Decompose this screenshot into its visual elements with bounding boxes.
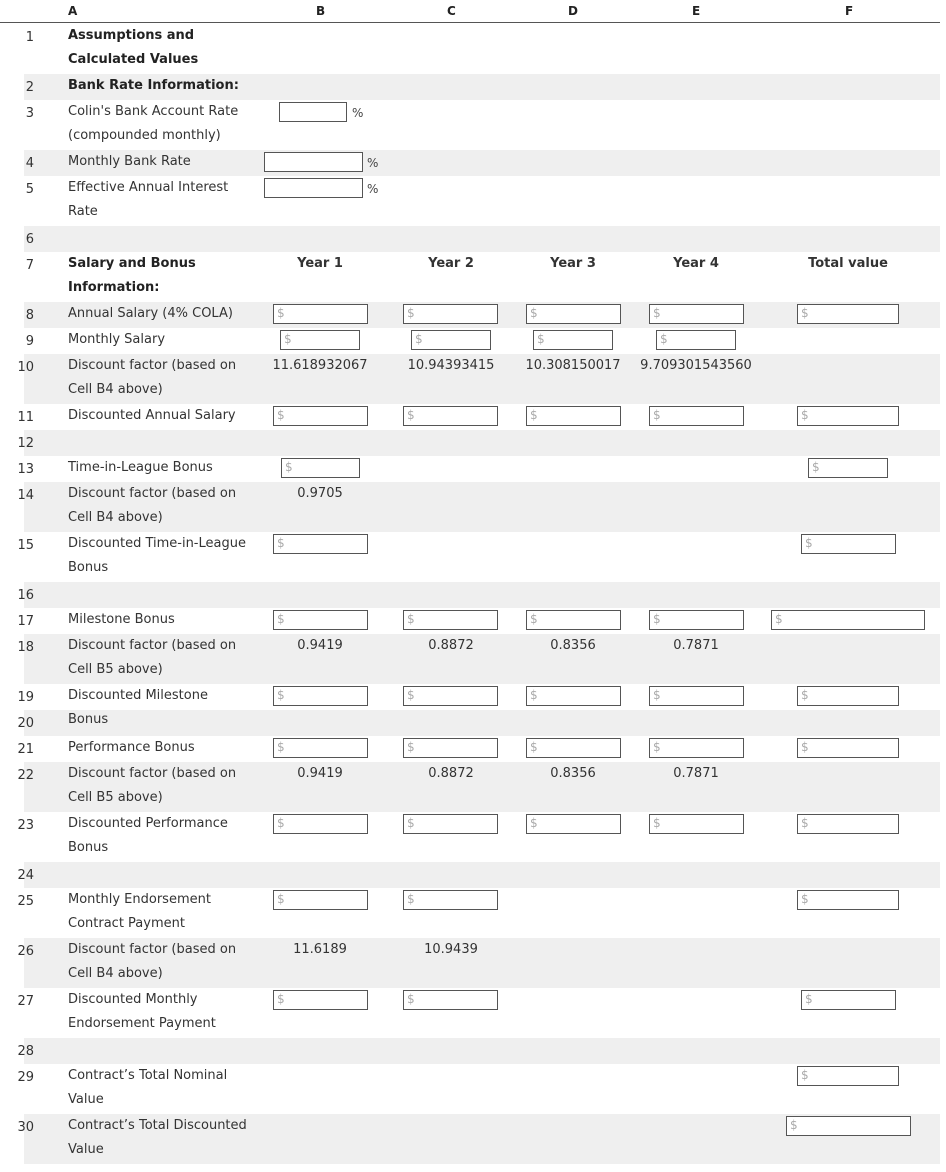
discount-factor-value: 11.618932067 (272, 358, 368, 373)
year-3-header: Year 3 (550, 256, 596, 271)
assumptions-heading: Assumptions and Calculated Values (68, 28, 199, 67)
column-a-header: A (68, 4, 78, 18)
row-number: 23 (17, 818, 34, 833)
discounted-endorsement-label: Discounted Monthly Endorsement Payment (68, 992, 216, 1031)
performance-bonus-year3-input[interactable]: $ (526, 738, 621, 758)
total-value-header: Total value (808, 256, 888, 271)
row-number: 3 (25, 106, 34, 121)
row-number: 16 (17, 588, 34, 603)
discounted-performance-year3-input[interactable]: $ (526, 814, 621, 834)
percent-sign: % (367, 156, 379, 170)
monthly-salary-year3-input[interactable]: $ (533, 330, 613, 350)
monthly-bank-rate-label: Monthly Bank Rate (68, 154, 191, 169)
discounted-milestone-total-input[interactable]: $ (797, 686, 899, 706)
discount-factor-value: 11.6189 (293, 942, 347, 957)
discount-factor-value: 0.8356 (550, 766, 596, 781)
annual-salary-year2-input[interactable]: $ (403, 304, 498, 324)
column-f-header: F (845, 4, 854, 18)
discount-factor-value: 0.9419 (297, 638, 343, 653)
salary-bonus-heading: Salary and Bonus Information: (68, 256, 196, 295)
discounted-salary-year3-input[interactable]: $ (526, 406, 621, 426)
discounted-milestone-year3-input[interactable]: $ (526, 686, 621, 706)
row-band (24, 862, 940, 888)
bank-account-rate-label: Colin's Bank Account Rate (compounded monthly) (68, 104, 239, 143)
row-number: 2 (25, 80, 34, 95)
milestone-bonus-total-input[interactable]: $ (771, 610, 925, 630)
row-number: 27 (17, 994, 34, 1009)
percent-sign: % (352, 106, 364, 120)
row-band (24, 226, 940, 252)
monthly-salary-year1-input[interactable]: $ (280, 330, 360, 350)
row-number: 28 (17, 1044, 34, 1059)
time-in-league-bonus-label: Time-in-League Bonus (68, 460, 213, 475)
row-number: 18 (17, 640, 34, 655)
row-number: 6 (25, 232, 34, 247)
row-number: 12 (17, 436, 34, 451)
row-number: 15 (17, 538, 34, 553)
row-number: 9 (25, 334, 34, 349)
discount-factor-value: 0.7871 (673, 766, 719, 781)
time-in-league-year1-input[interactable]: $ (281, 458, 360, 478)
discounted-time-in-league-total-input[interactable]: $ (801, 534, 896, 554)
row-number: 17 (17, 614, 34, 629)
discounted-salary-year4-input[interactable]: $ (649, 406, 744, 426)
discount-factor-value: 0.9419 (297, 766, 343, 781)
endorsement-year1-input[interactable]: $ (273, 890, 368, 910)
effective-annual-rate-input[interactable] (264, 178, 363, 198)
discount-factor-value: 0.8872 (428, 638, 474, 653)
row-band (24, 1038, 940, 1064)
time-in-league-total-input[interactable]: $ (808, 458, 888, 478)
year-1-header: Year 1 (297, 256, 343, 271)
row-number: 14 (17, 488, 34, 503)
performance-bonus-label: Performance Bonus (68, 740, 195, 755)
discount-factor-value: 10.94393415 (407, 358, 495, 373)
discount-factor-value: 0.8356 (550, 638, 596, 653)
discounted-endorsement-year2-input[interactable]: $ (403, 990, 498, 1010)
milestone-bonus-label: Milestone Bonus (68, 612, 175, 627)
column-b-header: B (316, 4, 326, 18)
row-band (24, 582, 940, 608)
row-number: 24 (17, 868, 34, 883)
total-nominal-value-input[interactable]: $ (797, 1066, 899, 1086)
row-number: 29 (17, 1070, 34, 1085)
discount-factor-label: Discount factor (based on Cell B5 above) (68, 638, 237, 677)
discounted-milestone-year2-input[interactable]: $ (403, 686, 498, 706)
discounted-endorsement-year1-input[interactable]: $ (273, 990, 368, 1010)
discounted-performance-year1-input[interactable]: $ (273, 814, 368, 834)
discount-factor-value: 0.7871 (673, 638, 719, 653)
row-number: 21 (17, 742, 34, 757)
discounted-performance-year2-input[interactable]: $ (403, 814, 498, 834)
row-number: 13 (17, 462, 34, 477)
row-number: 20 (17, 716, 34, 731)
bank-rate-heading: Bank Rate Information: (68, 78, 239, 93)
annual-salary-year3-input[interactable]: $ (526, 304, 621, 324)
row-number: 1 (25, 30, 34, 45)
discount-factor-label: Discount factor (based on Cell B4 above) (68, 358, 237, 397)
row-number: 25 (17, 894, 34, 909)
milestone-bonus-year1-input[interactable]: $ (273, 610, 368, 630)
total-discounted-value-input[interactable]: $ (786, 1116, 911, 1136)
column-header-row (0, 0, 940, 23)
year-2-header: Year 2 (428, 256, 474, 271)
bank-account-rate-input[interactable] (279, 102, 347, 122)
discounted-performance-total-input[interactable]: $ (797, 814, 899, 834)
row-number: 19 (17, 690, 34, 705)
percent-sign: % (367, 182, 379, 196)
discounted-salary-year2-input[interactable]: $ (403, 406, 498, 426)
discounted-endorsement-total-input[interactable]: $ (801, 990, 896, 1010)
column-c-header: C (447, 4, 456, 18)
discounted-salary-total-input[interactable]: $ (797, 406, 899, 426)
column-e-header: E (692, 4, 701, 18)
discount-factor-value: 10.9439 (424, 942, 478, 957)
row-number: 8 (25, 308, 34, 323)
effective-annual-rate-label: Effective Annual Interest Rate (68, 180, 229, 219)
milestone-bonus-year2-input[interactable]: $ (403, 610, 498, 630)
year-4-header: Year 4 (673, 256, 719, 271)
discounted-time-in-league-year1-input[interactable]: $ (273, 534, 368, 554)
row-band (24, 430, 940, 456)
discounted-salary-year1-input[interactable]: $ (273, 406, 368, 426)
discount-factor-label: Discount factor (based on Cell B4 above) (68, 942, 237, 981)
monthly-bank-rate-input[interactable] (264, 152, 363, 172)
discounted-time-in-league-label: Discounted Time-in-League Bonus (68, 536, 246, 575)
annual-salary-total-input[interactable]: $ (797, 304, 899, 324)
performance-bonus-total-input[interactable]: $ (797, 738, 899, 758)
monthly-salary-label: Monthly Salary (68, 332, 166, 347)
discounted-milestone-year4-input[interactable]: $ (649, 686, 744, 706)
discount-factor-label: Discount factor (based on Cell B4 above) (68, 486, 237, 525)
discount-factor-value: 9.709301543560 (640, 358, 752, 373)
row-number: 10 (17, 360, 34, 375)
total-nominal-value-label: Contract’s Total Nominal Value (68, 1068, 228, 1107)
row-number: 30 (17, 1120, 34, 1135)
discount-factor-value: 0.9705 (297, 486, 343, 501)
endorsement-year2-input[interactable]: $ (403, 890, 498, 910)
annual-salary-year1-input[interactable]: $ (273, 304, 368, 324)
discount-factor-value: 0.8872 (428, 766, 474, 781)
row-number: 5 (25, 182, 34, 197)
total-discounted-value-label: Contract’s Total Discounted Value (68, 1118, 247, 1157)
discount-factor-value: 10.308150017 (525, 358, 621, 373)
discounted-milestone-year1-input[interactable]: $ (273, 686, 368, 706)
monthly-endorsement-label: Monthly Endorsement Contract Payment (68, 892, 211, 931)
row-number: 11 (17, 410, 34, 425)
discount-factor-label: Discount factor (based on Cell B5 above) (68, 766, 237, 805)
row-number: 26 (17, 944, 34, 959)
discounted-annual-salary-label: Discounted Annual Salary (68, 408, 236, 423)
performance-bonus-year1-input[interactable]: $ (273, 738, 368, 758)
row-number: 7 (25, 258, 34, 273)
row-number: 22 (17, 768, 34, 783)
endorsement-total-input[interactable]: $ (797, 890, 899, 910)
annual-salary-label: Annual Salary (4% COLA) (68, 306, 233, 321)
discounted-performance-bonus-label: Discounted Performance Bonus (68, 816, 228, 855)
performance-bonus-year4-input[interactable]: $ (649, 738, 744, 758)
milestone-bonus-year4-input[interactable]: $ (649, 610, 744, 630)
monthly-salary-year2-input[interactable]: $ (411, 330, 491, 350)
discounted-milestone-bonus-label: Discounted Milestone Bonus (68, 688, 208, 727)
annual-salary-year4-input[interactable]: $ (649, 304, 744, 324)
discounted-performance-year4-input[interactable]: $ (649, 814, 744, 834)
row-number: 4 (25, 156, 34, 171)
column-d-header: D (568, 4, 578, 18)
milestone-bonus-year3-input[interactable]: $ (526, 610, 621, 630)
monthly-salary-year4-input[interactable]: $ (656, 330, 736, 350)
performance-bonus-year2-input[interactable]: $ (403, 738, 498, 758)
